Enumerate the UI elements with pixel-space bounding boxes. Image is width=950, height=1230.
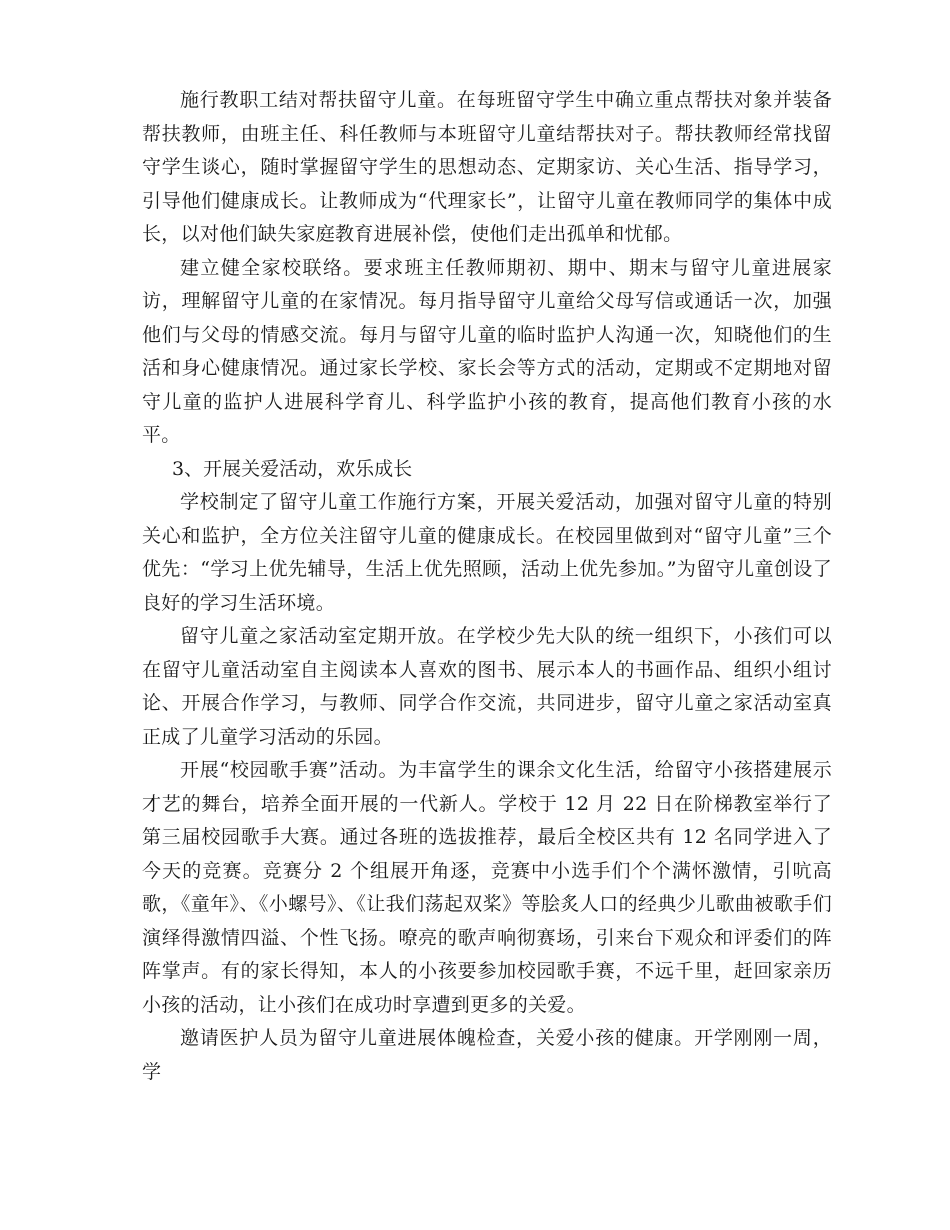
paragraph-activity-room: 留守儿童之家活动室定期开放。在学校少先大队的统一组织下，小孩们可以在留守儿童活动室自主阅读本人喜欢的图书、展示本人的书画作品、组织小组讨论、开展合作学习，与教师、同学合作交流，共同进步，留守儿童之家活动室真正成了儿童学习活动的乐园。 <box>142 625 832 748</box>
paragraph-pairing-teachers: 施行教职工结对帮扶留守儿童。在每班留守学生中确立重点帮扶对象并装备帮扶教师，由班主任、科任教师与本班留守儿童结帮扶对子。帮扶教师经常找留守学生谈心，随时掌握留守学生的思想动态、定期家访、关心生活、指导学习，引导他们健康成长。让教师成为“代理家长”，让留守儿童在教师同学的集体中成长，以对他们缺失家庭教育进展补偿，使他们走出孤单和忧郁。 <box>142 89 832 245</box>
paragraph-singing-contest: 开展“校园歌手赛”活动。为丰富学生的课余文化生活，给留守小孩搭建展示才艺的舞台，培养全面开展的一代新人。学校于 12 月 22 日在阶梯教室举行了第三届校园歌手大赛。通过各班的选拔推荐，最后全校区共有 12 名同学进入了今天的竞赛。竞赛分 2 个组展开角逐，竞赛中小选手们个个满怀激情，引吭高歌，《童年》、《小螺号》、《让我们荡起双桨》等脍炙人口的经典少儿歌曲被歌手们演绎得激情四溢、个性飞扬。嘹亮的歌声响彻赛场，引来台下观众和评委们的阵阵掌声。有的家长得知，本人的小孩要参加校园歌手赛，不远千里，赶回家亲历小孩的活动，让小孩们在成功时享遭到更多的关爱。 <box>142 759 832 1016</box>
paragraph-home-school-contact: 建立健全家校联络。要求班主任教师期初、期中、期末与留守儿童进展家访，理解留守儿童的在家情况。每月指导留守儿童给父母写信或通话一次，加强他们与父母的情感交流。每月与留守儿童的临时监护人沟通一次，知晓他们的生活和身心健康情况。通过家长学校、家长会等方式的活动，定期或不定期地对留守儿童的监护人进展科学育儿、科学监护小孩的教育，提高他们教育小孩的水平。 <box>142 256 832 446</box>
section-heading-care-activities: 3、开展关爱活动，欢乐成长 <box>172 457 413 480</box>
document-body <box>142 84 832 1089</box>
paragraph-health-check: 邀请医护人员为留守儿童进展体魄检查，关爱小孩的健康。开学刚刚一周，学 <box>142 1027 832 1083</box>
paragraph-implementation-plan: 学校制定了留守儿童工作施行方案，开展关爱活动，加强对留守儿童的特别关心和监护，全方位关注留守儿童的健康成长。在校园里做到对“留守儿童”三个优先：“学习上优先辅导，生活上优先照顾，活动上优先参加。”为留守儿童创设了良好的学习生活环境。 <box>142 491 832 614</box>
